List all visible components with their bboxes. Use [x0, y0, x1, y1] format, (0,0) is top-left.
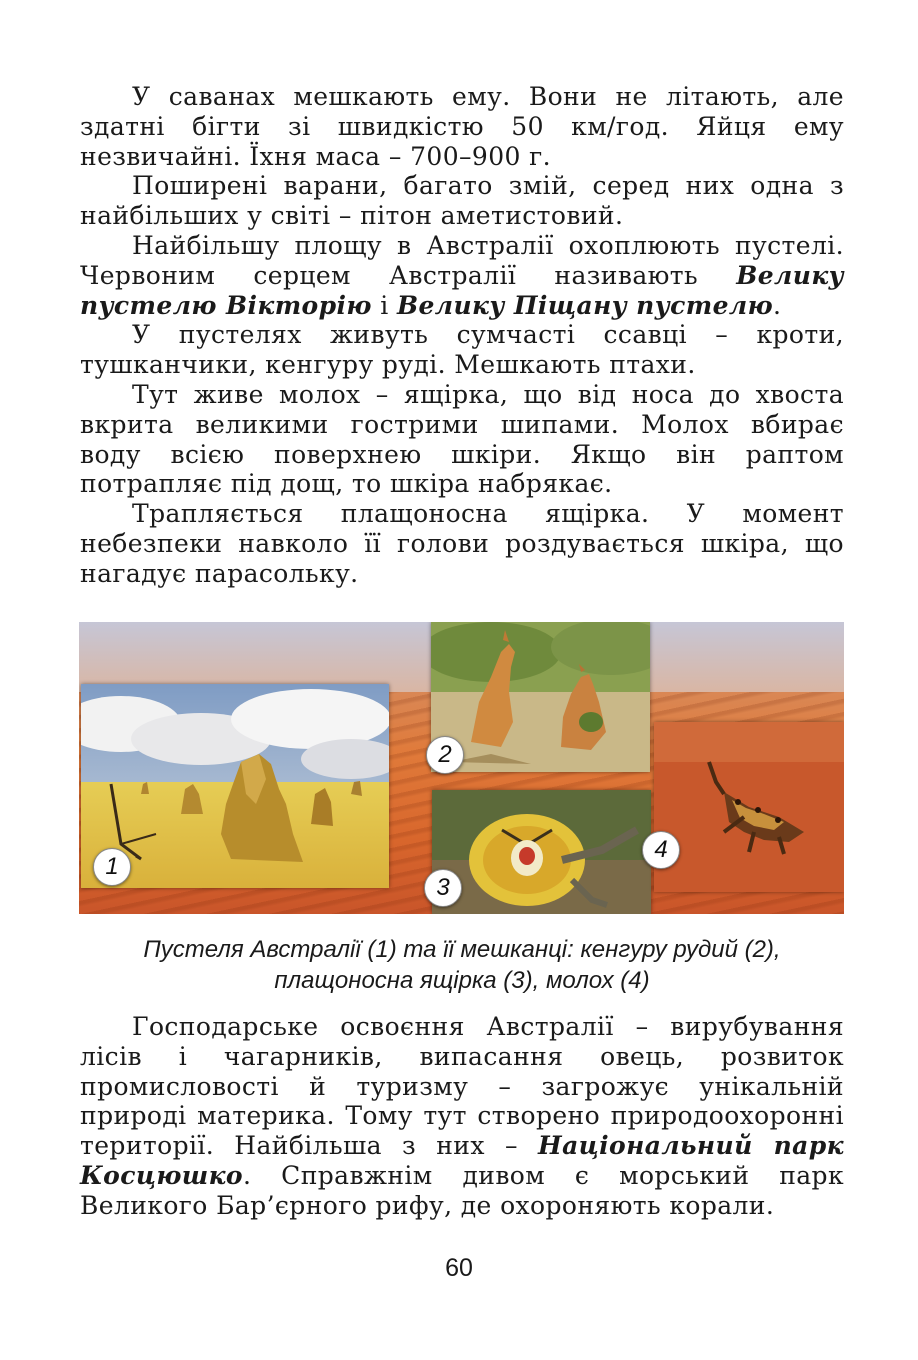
text-run: . Справжнім дивом є морський парк Великого Бар’єрного рифу, де охороняють корали. — [80, 1160, 844, 1220]
paragraph — [80, 320, 844, 380]
emphasized-term: Велику пустелю Вікторію — [80, 260, 844, 320]
text-run: Господарське освоєння Австралії – вирубування лісів і чагарників, випасання овець, розвиток промисловості й туризму – загрожує унікальній природі материка. Тому тут створено природоохоронні території. Найбільша з них – — [80, 1012, 844, 1161]
caption-line: Пустеля Австралії (1) та її мешканці: кенгуру рудий (2), — [143, 936, 781, 963]
paragraph — [80, 231, 844, 320]
photo-number-badge: 3 — [424, 869, 462, 907]
text-run: і — [371, 290, 397, 320]
text-run: . — [773, 290, 782, 320]
text-run: Поширені варани, багато змій, серед них одна з найбільших у світі – пітон аметистовий. — [80, 171, 844, 231]
photo-number-badge: 4 — [642, 831, 680, 869]
page-number: 60 — [445, 1254, 473, 1282]
emphasized-term: Велику Піщану пустелю — [396, 290, 774, 320]
figure-australian-desert — [79, 622, 844, 914]
text-block-top — [80, 82, 844, 589]
paragraph — [80, 380, 844, 499]
text-run: Трапляється плащоносна ящірка. У момент небезпеки навколо її голови роздувається шкіра, що нагадує парасольку. — [80, 499, 844, 588]
text-run: Тут живе молох – ящірка, що від носа до хвоста вкрита великими гострими шипами. Молох вбирає воду всією поверхнею шкіри. Якщо він раптом потрапляє під дощ, то шкіра набрякає. — [80, 379, 844, 499]
photo-red-kangaroos — [431, 622, 650, 772]
photo-thorny-devil — [654, 722, 844, 892]
text-run: У саванах мешкають ему. Вони не літають, але здатні бігти зі швидкістю 50 км/год. Яйця ему незвичайні. Їхня маса – 700–900 г. — [80, 82, 844, 171]
text-block-bottom — [80, 1012, 844, 1221]
text-run: Найбільшу площу в Австралії охоплюють пустелі. Червоним серцем Австралії називають — [80, 230, 844, 290]
caption-line: плащоносна ящірка (3), молох (4) — [274, 967, 650, 994]
paragraph — [80, 82, 844, 171]
figure-caption — [80, 934, 844, 996]
paragraph — [80, 171, 844, 231]
photo-number-badge: 2 — [426, 736, 464, 774]
paragraph — [80, 499, 844, 588]
photo-number-badge: 1 — [93, 848, 131, 886]
paragraph — [80, 1012, 844, 1221]
text-run: У пустелях живуть сумчасті ссавці – кроти, тушканчики, кенгуру руді. Мешкають птахи. — [80, 320, 844, 380]
photo-frilled-lizard — [432, 790, 651, 914]
emphasized-term: Національний парк Косцюшко — [80, 1131, 844, 1190]
